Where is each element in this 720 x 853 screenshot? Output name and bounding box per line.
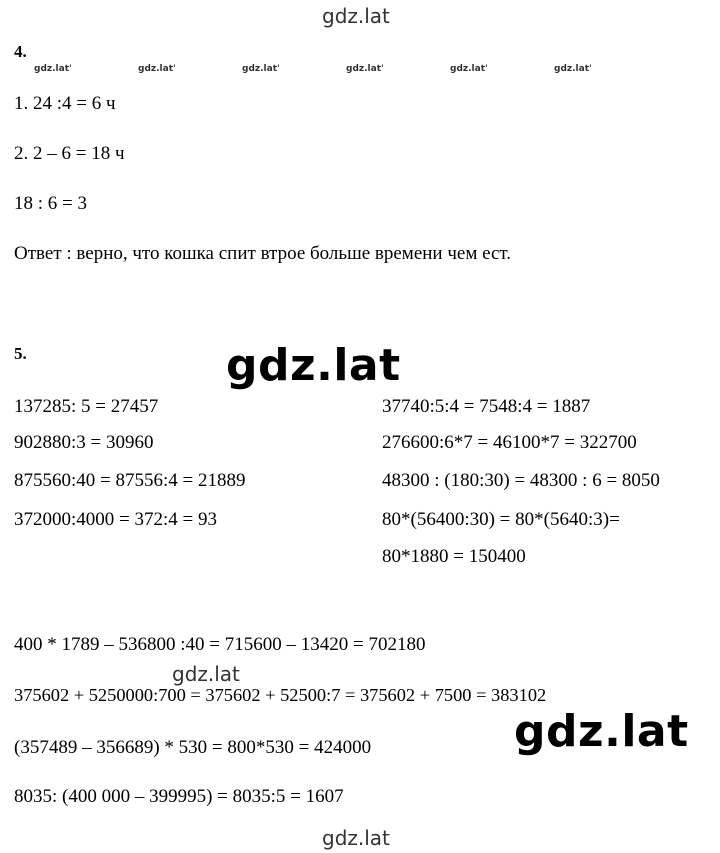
watermark-small-4: gdz.lat' [346, 64, 384, 74]
task-4-answer: Ответ : верно, что кошка спит втрое больше времени чем ест. [14, 243, 512, 264]
watermark-small-6: gdz.lat' [554, 64, 592, 74]
watermark-mid: gdz.lat [172, 662, 240, 686]
task-5-right-line: 48300 : (180:30) = 48300 : 6 = 8050 [382, 470, 660, 491]
task-4-line: 1. 24 :4 = 6 ч [14, 93, 116, 114]
task-5-left-line: 875560:40 = 87556:4 = 21889 [14, 470, 246, 491]
task-5-number: 5. [14, 344, 27, 363]
task-5-left-line: 372000:4000 = 372:4 = 93 [14, 509, 217, 530]
task-5-extra-line: (357489 – 356689) * 530 = 800*530 = 424000 [14, 737, 372, 758]
watermark-small-1: gdz.lat' [34, 64, 72, 74]
watermark-top: gdz.lat [322, 4, 390, 28]
task-5-right-line: 276600:6*7 = 46100*7 = 322700 [382, 432, 637, 453]
task-4-line: 18 : 6 = 3 [14, 193, 87, 214]
watermark-large-1: gdz.lat [226, 340, 401, 391]
watermark-bottom: gdz.lat [322, 826, 390, 850]
task-5-right-line: 80*(56400:30) = 80*(5640:3)= [382, 509, 620, 530]
watermark-large-2: gdz.lat [514, 706, 689, 757]
watermark-small-2: gdz.lat' [138, 64, 176, 74]
watermark-small-5: gdz.lat' [450, 64, 488, 74]
task-5-extra-line: 8035: (400 000 – 399995) = 8035:5 = 1607 [14, 786, 344, 807]
task-5-left-line: 902880:3 = 30960 [14, 432, 154, 453]
task-5-right-line: 80*1880 = 150400 [382, 546, 526, 567]
watermark-small-3: gdz.lat' [242, 64, 280, 74]
task-5-extra-line: 375602 + 5250000:700 = 375602 + 52500:7 = 375602 + 7500 = 383102 [14, 685, 547, 705]
task-4-number: 4. [14, 42, 27, 61]
task-5-right-line: 37740:5:4 = 7548:4 = 1887 [382, 396, 591, 417]
task-5-left-line: 137285: 5 = 27457 [14, 396, 159, 417]
task-4-line: 2. 2 – 6 = 18 ч [14, 143, 125, 164]
task-5-extra-line: 400 * 1789 – 536800 :40 = 715600 – 13420 = 702180 [14, 634, 426, 655]
